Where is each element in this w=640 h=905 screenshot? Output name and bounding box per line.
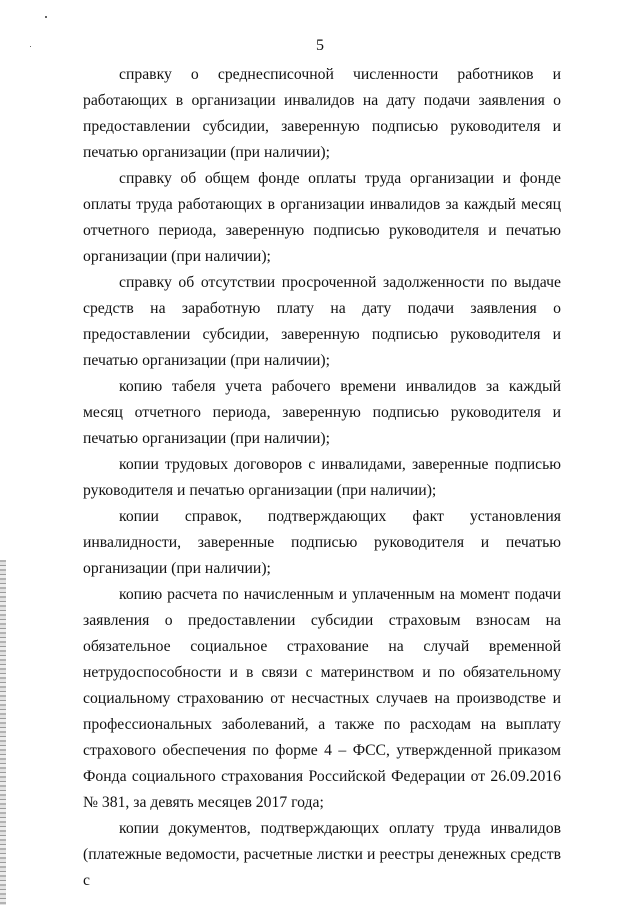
paragraph: копию табеля учета рабочего времени инвалидов за каждый месяц отчетного периода, заверенную подписью руководителя и печатью организации (при наличии); — [83, 378, 561, 447]
paragraph: копии документов, подтверждающих оплату труда инвалидов (платежные ведомости, расчетные листки и реестры денежных средств с — [83, 820, 561, 889]
scan-speck — [45, 16, 47, 18]
paragraph: копию расчета по начисленным и уплаченным на момент подачи заявления о предоставлении субсидии страховым взносам на обязательное социальное страхование на случай временной нетрудоспособности и в связи с материнством и по обязательному социальному страхованию от несчастных случаев на производстве и профессиональных заболеваний, а также по расходам на выплату страхового обеспечения по форме 4 – ФСС, утвержденной приказом Фонда социального страхования Российской Федерации от 26.09.2016 № 381, за девять месяцев 2017 года; — [83, 586, 561, 811]
scan-edge-artifact — [0, 560, 6, 905]
page-number: 5 — [316, 37, 324, 54]
paragraph: копии справок, подтверждающих факт установления инвалидности, заверенные подписью руководителя и печатью организации (при наличии); — [83, 508, 561, 577]
paragraph: справку об общем фонде оплаты труда организации и фонде оплаты труда работающих в организации инвалидов за каждый месяц отчетного периода, заверенную подписью руководителя и печатью организации (при наличии); — [83, 170, 561, 265]
document-body — [83, 62, 561, 894]
paragraph: копии трудовых договоров с инвалидами, заверенные подписью руководителя и печатью организации (при наличии); — [83, 456, 561, 499]
paragraph: справку об отсутствии просроченной задолженности по выдаче средств на заработную плату на дату подачи заявления о предоставлении субсидии, заверенную подписью руководителя и печатью организации (при наличии); — [83, 274, 561, 369]
paragraph: справку о среднесписочной численности работников и работающих в организации инвалидов на дату подачи заявления о предоставлении субсидии, заверенную подписью руководителя и печатью организации (при наличии); — [83, 66, 561, 161]
